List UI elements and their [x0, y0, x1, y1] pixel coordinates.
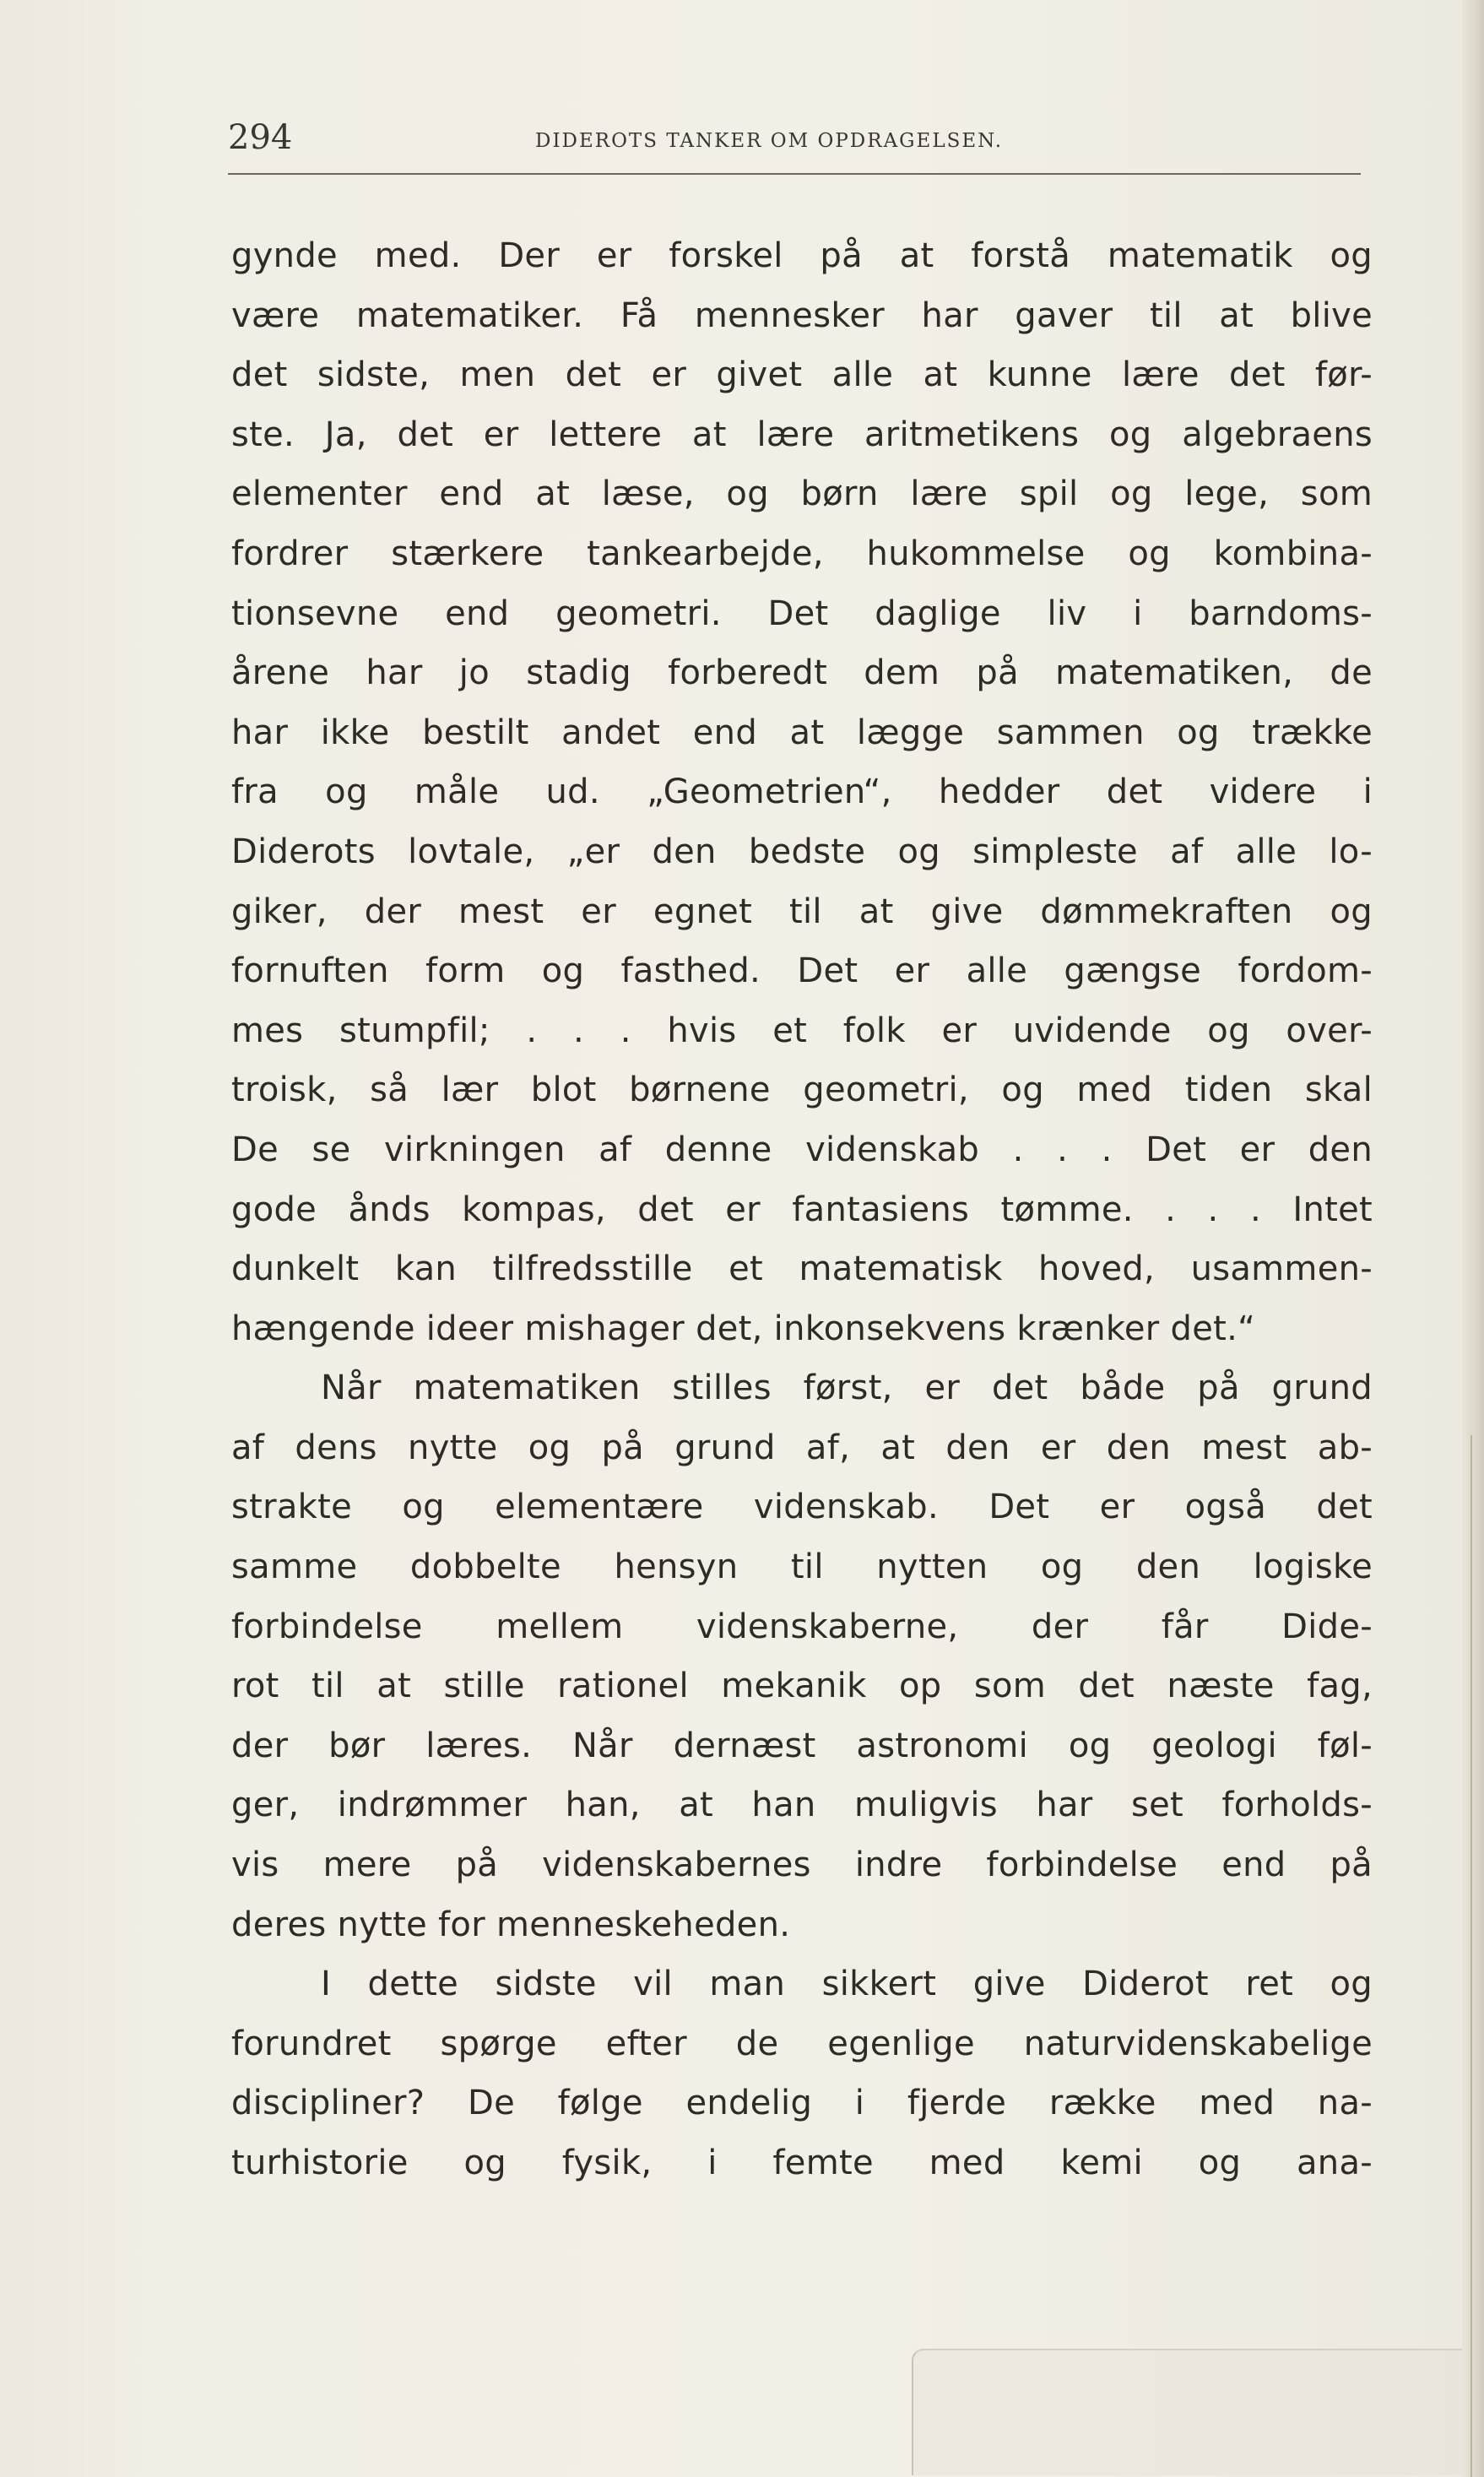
text-line: det sidste, men det er givet alle at kunne lære det før- — [231, 355, 1373, 395]
text-line: af dens nytte og på grund af, at den er den mest ab- — [231, 1428, 1373, 1467]
text-line: gode ånds kompas, det er fantasiens tømme. . . . Intet — [231, 1190, 1373, 1229]
text-line: samme dobbelte hensyn til nytten og den logiske — [231, 1547, 1373, 1587]
text-line: forundret spørge efter de egenlige naturvidenskabelige — [231, 2024, 1373, 2063]
text-line: De se virkningen af denne videnskab . . . Det er den — [231, 1130, 1373, 1169]
page-edge-line — [1470, 1435, 1472, 2477]
library-stamp-outline — [912, 2349, 1462, 2475]
text-line: elementer end at læse, og børn lære spil og lege, som — [231, 474, 1373, 514]
text-line: I dette sidste vil man sikkert give Diderot ret og — [321, 1965, 1373, 2004]
text-line: deres nytte for menneskeheden. — [231, 1905, 791, 1944]
running-title: DIDEROTS TANKER OM OPDRAGELSEN. — [535, 130, 1004, 152]
text-line: fordrer stærkere tankearbejde, hukommelse og kombina- — [231, 534, 1373, 573]
body-text — [231, 226, 1373, 2193]
text-line: giker, der mest er egnet til at give dømmekraften og — [231, 892, 1373, 931]
text-line: rot til at stille rationel mekanik op som det næste fag, — [231, 1667, 1373, 1706]
text-line: være matematiker. Få mennesker har gaver til at blive — [231, 295, 1373, 335]
text-line: fornuften form og fasthed. Det er alle gængse fordom- — [231, 951, 1373, 991]
text-line: tionsevne end geometri. Det daglige liv i barndoms- — [231, 594, 1373, 633]
page-header — [228, 117, 1361, 167]
text-line: fra og måle ud. „Geometrien“, hedder det videre i — [231, 772, 1373, 812]
text-line: turhistorie og fysik, i femte med kemi og ana- — [231, 2144, 1373, 2182]
text-line: har ikke bestilt andet end at lægge sammen og trække — [231, 713, 1373, 752]
page-edge — [1462, 0, 1484, 2477]
text-line: troisk, så lær blot børnene geometri, og med tiden skal — [231, 1070, 1373, 1110]
page-number: 294 — [228, 118, 293, 157]
text-line: ger, indrømmer han, at han muligvis har set forholds- — [231, 1786, 1373, 1825]
text-line: Diderots lovtale, „er den bedste og simpleste af alle lo- — [231, 832, 1373, 871]
text-line: mes stumpfil; . . . hvis et folk er uvidende og over- — [231, 1011, 1373, 1050]
text-line: dunkelt kan tilfredsstille et matematisk hoved, usammen- — [231, 1249, 1373, 1289]
text-line: hængende ideer mishager det, inkonsekvens krænker det.“ — [231, 1309, 1256, 1348]
text-line: der bør læres. Når dernæst astronomi og geologi føl- — [231, 1726, 1373, 1765]
text-line: strakte og elementære videnskab. Det er også det — [231, 1488, 1373, 1527]
text-line: gynde med. Der er forskel på at forstå matematik og — [231, 236, 1373, 275]
header-rule — [228, 173, 1361, 175]
text-line: forbindelse mellem videnskaberne, der får Dide- — [231, 1607, 1373, 1646]
text-line: discipliner? De følge endelig i fjerde række med na- — [231, 2084, 1373, 2123]
text-line: ste. Ja, det er lettere at lære aritmetikens og algebraens — [231, 415, 1373, 454]
text-line: vis mere på videnskabernes indre forbindelse end på — [231, 1846, 1373, 1885]
text-line: årene har jo stadig forberedt dem på matematiken, de — [231, 653, 1373, 693]
text-line: Når matematiken stilles først, er det både på grund — [321, 1369, 1373, 1408]
